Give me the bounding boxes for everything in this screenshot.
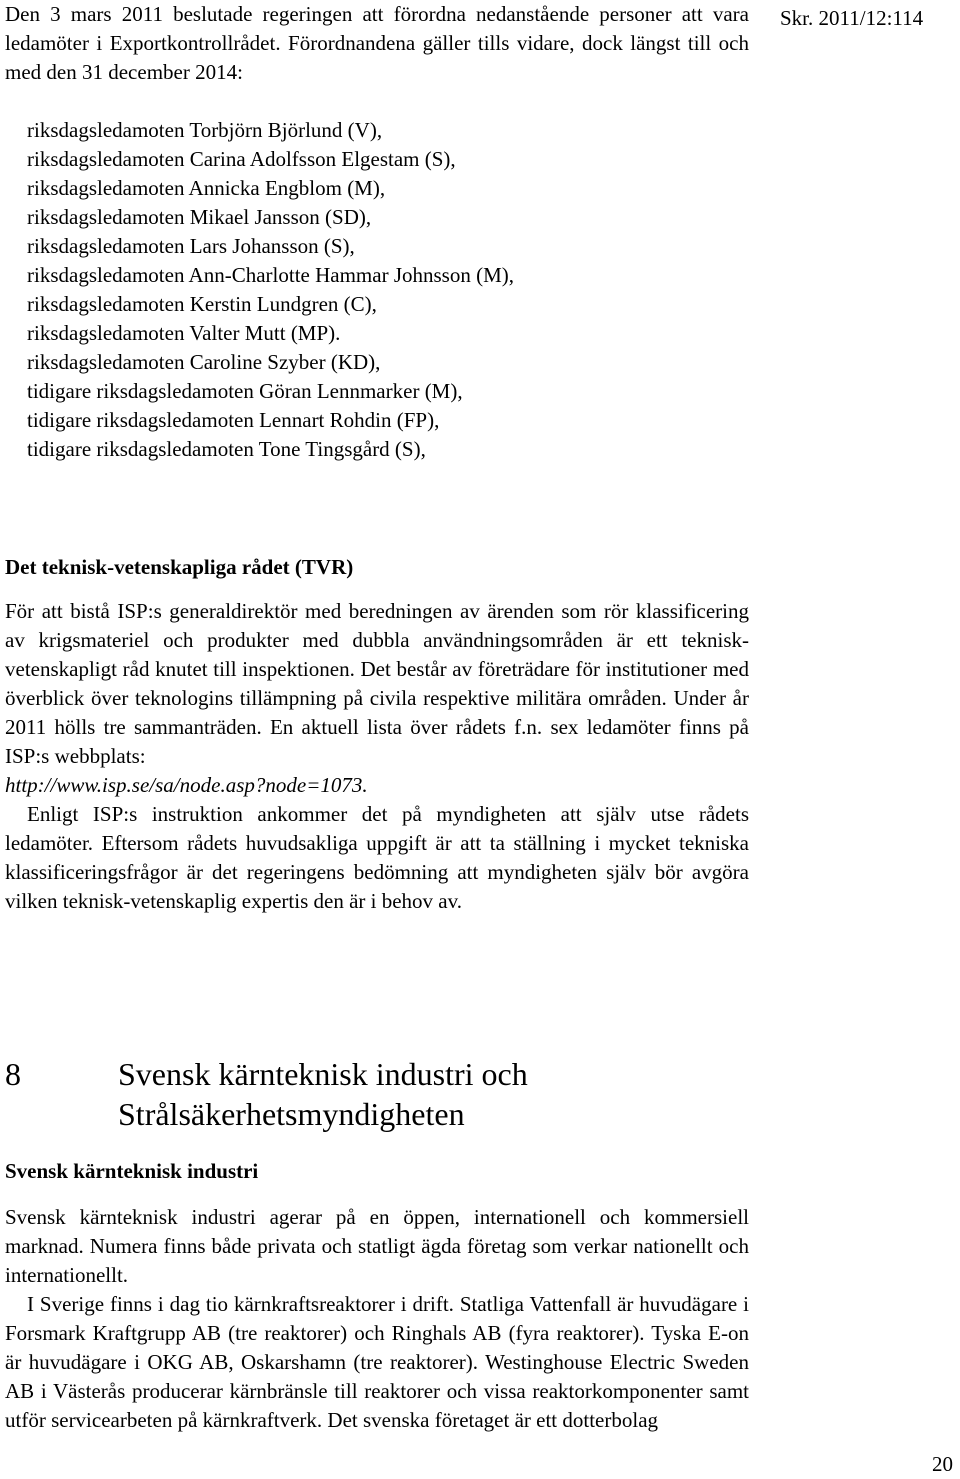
member-item: riksdagsledamoten Torbjörn Björlund (V), (27, 118, 383, 142)
member-item: riksdagsledamoten Lars Johansson (S), (27, 234, 355, 258)
document-reference: Skr. 2011/12:114 (780, 6, 924, 30)
member-item: riksdagsledamoten Ann-Charlotte Hammar Johnsson (M), (27, 263, 514, 287)
member-item: tidigare riksdagsledamoten Göran Lennmarker (M), (27, 379, 463, 403)
intro-paragraph: Den 3 mars 2011 beslutade regeringen att förordna nedanstående personer att vara ledamöter i Exportkontrollrådet. Förordnandena gäller tills vidare, dock längst till och med den 31 december 2014: (5, 2, 749, 84)
member-list (27, 116, 514, 464)
chapter-title (118, 1054, 758, 1134)
tvr-paragraph-1: För att bistå ISP:s generaldirektör med beredningen av ärenden som rör klassificering av krigsmateriel och produkter med dubbla användningsområden är ett teknisk-vetenskapligt råd knutet till inspektionen. Det består av företrädare för institutioner med överblick över teknologins tillämpning på civila respektive militära områden. Under år 2011 hölls tre sammanträden. En aktuell lista över rådets f.n. sex ledamöter finns på ISP:s webbplats: (5, 599, 749, 768)
industry-section (5, 1157, 749, 1435)
member-item: riksdagsledamoten Carina Adolfsson Elgestam (S), (27, 147, 456, 171)
industry-paragraph-1: Svensk kärnteknisk industri agerar på en öppen, internationell och kommersiell marknad. Numera finns både privata och statligt ägda företag som verkar nationellt och internationellt. (5, 1205, 749, 1287)
member-item: riksdagsledamoten Annicka Engblom (M), (27, 176, 386, 200)
chapter-number: 8 (5, 1056, 21, 1092)
tvr-paragraph-2: Enligt ISP:s instruktion ankommer det på myndigheten att själv utse rådets ledamöter. Eftersom rådets huvudsakliga uppgift är att ta ställning i mycket tekniska klassificeringsfrågor är det regeringens bedömning att myndigheten själv bör avgöra vilken teknisk-vetenskaplig expertis den är i behov av. (5, 802, 749, 913)
industry-heading: Svensk kärnteknisk industri (5, 1159, 259, 1183)
member-item: tidigare riksdagsledamoten Lennart Rohdin (FP), (27, 408, 440, 432)
tvr-heading: Det teknisk-vetenskapliga rådet (TVR) (5, 555, 354, 579)
tvr-url: http://www.isp.se/sa/node.asp?node=1073. (5, 773, 368, 797)
member-item: tidigare riksdagsledamoten Tone Tingsgård (S), (27, 437, 426, 461)
member-item: riksdagsledamoten Caroline Szyber (KD), (27, 350, 381, 374)
member-item: riksdagsledamoten Mikael Jansson (SD), (27, 205, 372, 229)
tvr-section (5, 553, 749, 916)
intro-block (5, 0, 749, 87)
chapter-title-line-1: Svensk kärnteknisk industri och (118, 1056, 528, 1092)
chapter-title-line-2: Strålsäkerhetsmyndigheten (118, 1096, 465, 1132)
page-number: 20 (932, 1452, 953, 1476)
member-item: riksdagsledamoten Kerstin Lundgren (C), (27, 292, 377, 316)
member-item: riksdagsledamoten Valter Mutt (MP). (27, 321, 341, 345)
industry-paragraph-2: I Sverige finns i dag tio kärnkraftsreaktorer i drift. Statliga Vattenfall är huvudägare i Forsmark Kraftgrupp AB (tre reaktorer) och Ringhals AB (fyra reaktorer). Tyska E-on är huvudägare i OKG AB, Oskarshamn (tre reaktorer). Westinghouse Electric Sweden AB i Västerås producerar kärnbränsle till reaktorer och vissa reaktorkomponenter samt utför servicearbeten på kärnkraftverk. Det svenska företaget är ett dotterbolag (5, 1292, 749, 1432)
